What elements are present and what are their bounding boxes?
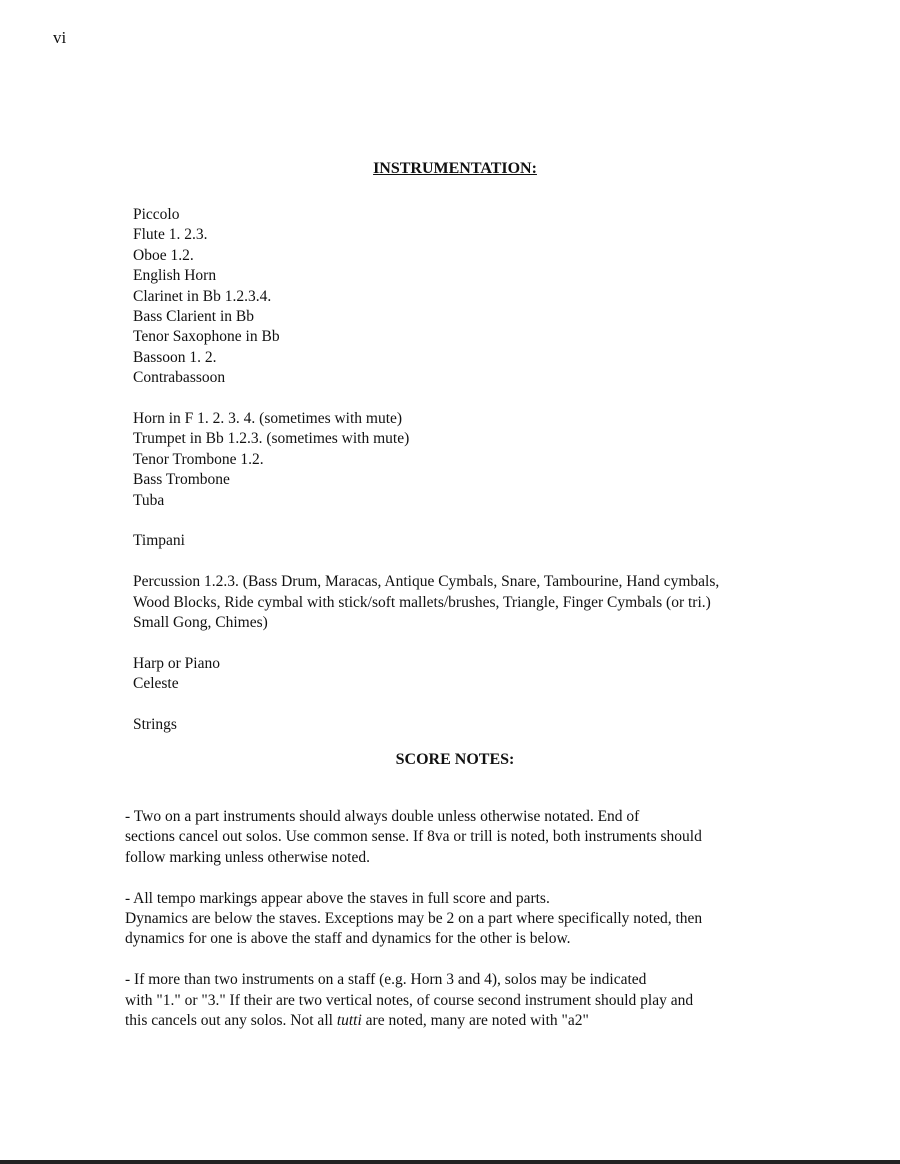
instrument-line: Strings (133, 716, 177, 734)
instrument-line: Piccolo (133, 206, 180, 223)
keyboard-group (133, 654, 833, 695)
woodwinds-group (133, 205, 833, 389)
note-paragraph (125, 970, 825, 1031)
instrument-line: Flute 1. 2.3. (133, 226, 208, 244)
note-line: follow marking unless otherwise noted. (125, 848, 370, 866)
tutti-italic: tutti (336, 1012, 362, 1030)
note-line: - All tempo markings appear above the staves in full score and parts. (125, 889, 550, 907)
note-text: this cancels out any solos. Not all (125, 1012, 337, 1030)
instrument-line: Oboe 1.2. (133, 246, 194, 264)
instrument-line: Timpani (133, 532, 185, 550)
note-line: sections cancel out solos. Use common sense. If 8va or trill is noted, both instruments should (125, 828, 702, 846)
instrument-line: Tuba (133, 491, 165, 509)
score-notes-heading: SCORE NOTES: (395, 751, 515, 768)
instrument-line: Celeste (133, 675, 179, 693)
note-text: are noted, many are noted with "a2" (361, 1012, 589, 1030)
instrument-line: Clarinet in Bb 1.2.3.4. (133, 287, 272, 305)
instrument-line: Bass Trombone (133, 471, 230, 489)
instrument-line: Bass Clarient in Bb (133, 308, 254, 326)
note-line (125, 1011, 825, 1031)
instrument-line: Small Gong, Chimes) (133, 614, 268, 632)
instrumentation-heading: INSTRUMENTATION: (373, 160, 537, 177)
percussion-group (133, 572, 833, 633)
instrument-line: Harp or Piano (133, 654, 220, 672)
instrument-line: Percussion 1.2.3. (Bass Drum, Maracas, Antique Cymbals, Snare, Tambourine, Hand cymbals, (133, 573, 720, 591)
note-paragraph (125, 807, 825, 868)
page-number: vi (53, 28, 67, 47)
instrument-line: Bassoon 1. 2. (133, 348, 217, 366)
note-line: - If more than two instruments on a staff (e.g. Horn 3 and 4), solos may be indicated (125, 971, 647, 989)
instrument-line: Wood Blocks, Ride cymbal with stick/soft mallets/brushes, Triangle, Finger Cymbals (or tri.) (133, 593, 711, 611)
instrument-line: Tenor Trombone 1.2. (133, 450, 264, 468)
bottom-border (0, 1160, 900, 1164)
note-line: dynamics for one is above the staff and dynamics for the other is below. (125, 930, 571, 948)
score-notes-body (125, 807, 825, 1052)
note-line: Dynamics are below the staves. Exceptions may be 2 on a part where specifically noted, then (125, 910, 703, 928)
brass-group (133, 409, 833, 511)
note-paragraph (125, 889, 825, 950)
timpani-group (133, 531, 833, 551)
note-line: with "1." or "3." If their are two vertical notes, of course second instrument should play and (125, 991, 694, 1009)
instrumentation-list (133, 205, 833, 756)
strings-group (133, 715, 833, 735)
instrument-line: English Horn (133, 267, 217, 285)
instrument-line: Tenor Saxophone in Bb (133, 328, 280, 346)
note-line: - Two on a part instruments should always double unless otherwise notated. End of (125, 808, 640, 825)
instrument-line: Trumpet in Bb 1.2.3. (sometimes with mute) (133, 430, 410, 448)
instrument-line: Horn in F 1. 2. 3. 4. (sometimes with mute) (133, 410, 403, 428)
instrument-line: Contrabassoon (133, 369, 226, 387)
